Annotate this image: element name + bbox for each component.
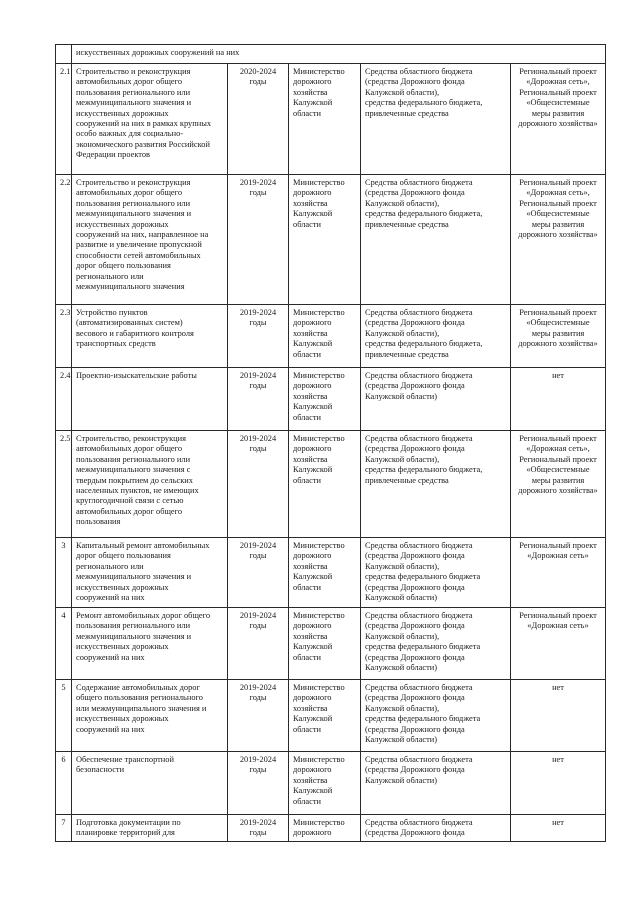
table-row: [56, 175, 606, 305]
funding-source: Средства областного бюджета (средства Дорожного фонда Калужской области), средства федерального бюджета (средства Дорожного фонда Калужской области): [365, 683, 481, 745]
row-number: 2.2: [60, 178, 71, 187]
table-row: [56, 608, 606, 680]
table-row: [56, 538, 606, 608]
funding-source-cell: [361, 305, 511, 368]
responsible-executor-cell: [289, 175, 361, 305]
responsible-executor-cell: [289, 752, 361, 815]
implementation-period: 2019-2024 годы: [239, 371, 277, 391]
row-number-cell: [56, 368, 72, 431]
responsible-executor-cell: [289, 680, 361, 752]
expected-result-cell: [511, 680, 606, 752]
measure-name-cell: [72, 175, 228, 305]
expected-result-cell: [511, 431, 606, 538]
table-body: [56, 45, 606, 842]
responsible-executor: Министерство дорожного хозяйства Калужской области: [293, 371, 345, 422]
funding-source: Средства областного бюджета (средства Дорожного фонда Калужской области): [365, 755, 473, 785]
table-row: [56, 305, 606, 368]
funding-source: Средства областного бюджета (средства Дорожного фонда Калужской области): [365, 371, 473, 401]
measure-name-cell: [72, 680, 228, 752]
funding-source-cell: [361, 368, 511, 431]
expected-result-cell: [511, 752, 606, 815]
expected-result: Региональный проект «Дорожная сеть», Региональный проект «Общесистемные меры развития дорожного хозяйства»: [518, 67, 598, 129]
row-number-cell: [56, 431, 72, 538]
measure-name: Строительство и реконструкция автомобильных дорог общего пользования регионального или межмуниципального значения и искусственных дорожных сооружений на них, направленное на развитие и увеличение пропускной способности сетей автомобильных дорог общего пользования регионального или межмуниципального значения: [76, 178, 209, 292]
expected-result: Региональный проект «Дорожная сеть», Региональный проект «Общесистемные меры развития дорожного хозяйства»: [518, 434, 598, 496]
responsible-executor-cell: [289, 368, 361, 431]
implementation-period-cell: [228, 680, 289, 752]
funding-source-cell: [361, 608, 511, 680]
row-number-cell: [56, 538, 72, 608]
responsible-executor: Министерство дорожного хозяйства Калужской области: [293, 178, 345, 229]
responsible-executor: Министерство дорожного хозяйства Калужской области: [293, 67, 345, 118]
implementation-period: 2019-2024 годы: [239, 683, 277, 703]
table-row: [56, 64, 606, 175]
funding-source-cell: [361, 752, 511, 815]
responsible-executor-cell: [289, 64, 361, 175]
table-row: [56, 431, 606, 538]
responsible-executor: Министерство дорожного: [293, 818, 345, 838]
measure-name-cell: [72, 608, 228, 680]
implementation-period: 2019-2024 годы: [239, 178, 277, 198]
row-number-cell: [56, 64, 72, 175]
responsible-executor-cell: [289, 608, 361, 680]
measure-name: Строительство и реконструкция автомобильных дорог общего пользования регионального или межмуниципального значения и искусственных дорожных сооружений на них в рамках крупных особо важных для социально- экономического развития Российской Федерации проектов: [76, 67, 212, 160]
funding-source-cell: [361, 175, 511, 305]
expected-result-cell: [511, 175, 606, 305]
implementation-period: 2019-2024 годы: [239, 611, 277, 631]
row-number: 3: [61, 541, 66, 550]
measure-name: Проектно-изыскательские работы: [76, 371, 197, 380]
program-measures-table: [55, 44, 606, 842]
expected-result-cell: [511, 815, 606, 842]
row-number-cell: [56, 680, 72, 752]
expected-result-cell: [511, 305, 606, 368]
row-number-cell: [56, 175, 72, 305]
row-number: 2.3: [60, 308, 71, 317]
row-number: 5: [61, 683, 66, 692]
responsible-executor: Министерство дорожного хозяйства Калужской области: [293, 611, 345, 662]
implementation-period-cell: [228, 64, 289, 175]
expected-result: Региональный проект «Дорожная сеть», Региональный проект «Общесистемные меры развития дорожного хозяйства»: [518, 178, 598, 240]
measure-name-cell: [72, 305, 228, 368]
measure-name-cell: [72, 64, 228, 175]
implementation-period-cell: [228, 538, 289, 608]
measure-name-cell: [72, 752, 228, 815]
expected-result: Региональный проект «Дорожная сеть»: [519, 611, 597, 631]
expected-result-cell: [511, 64, 606, 175]
funding-source-cell: [361, 64, 511, 175]
measure-name: Капитальный ремонт автомобильных дорог общего пользования регионального или межмуниципального значения и искусственных дорожных сооружений на них: [76, 541, 210, 603]
responsible-executor: Министерство дорожного хозяйства Калужской области: [293, 755, 345, 806]
continuation-text-cell: искусственных дорожных сооружений на них: [72, 45, 606, 64]
measure-name-cell: [72, 815, 228, 842]
responsible-executor: Министерство дорожного хозяйства Калужской области: [293, 308, 345, 359]
funding-source: Средства областного бюджета (средства Дорожного фонда Калужской области), средства федерального бюджета, привлеченные средства: [365, 308, 483, 359]
row-number: 6: [61, 755, 66, 764]
responsible-executor: Министерство дорожного хозяйства Калужской области: [293, 434, 345, 485]
row-number: 2.5: [60, 434, 71, 443]
funding-source-cell: [361, 431, 511, 538]
row-number: 7: [61, 818, 66, 827]
funding-source: Средства областного бюджета (средства Дорожного фонда: [365, 818, 473, 838]
expected-result-cell: [511, 368, 606, 431]
expected-result: нет: [552, 371, 564, 380]
row-number: 4: [61, 611, 66, 620]
responsible-executor-cell: [289, 815, 361, 842]
funding-source: Средства областного бюджета (средства Дорожного фонда Калужской области), средства федерального бюджета (средства Дорожного фонда Калужской области): [365, 611, 481, 673]
measure-name-cell: [72, 368, 228, 431]
measure-name-cell: [72, 538, 228, 608]
measure-name: Обеспечение транспортной безопасности: [76, 755, 174, 775]
funding-source: Средства областного бюджета (средства Дорожного фонда Калужской области), средства федерального бюджета, привлеченные средства: [365, 178, 483, 229]
expected-result: Региональный проект «Дорожная сеть»: [519, 541, 597, 561]
responsible-executor: Министерство дорожного хозяйства Калужской области: [293, 683, 345, 734]
implementation-period: 2019-2024 годы: [239, 434, 277, 454]
responsible-executor-cell: [289, 431, 361, 538]
expected-result: нет: [552, 683, 564, 692]
implementation-period: 2019-2024 годы: [239, 755, 277, 775]
implementation-period-cell: [228, 368, 289, 431]
funding-source-cell: [361, 538, 511, 608]
measure-name-cell: [72, 431, 228, 538]
expected-result: нет: [552, 755, 564, 764]
funding-source: Средства областного бюджета (средства Дорожного фонда Калужской области), средства федерального бюджета, привлеченные средства: [365, 67, 483, 118]
table-row: [56, 368, 606, 431]
responsible-executor: Министерство дорожного хозяйства Калужской области: [293, 541, 345, 592]
implementation-period: 2019-2024 годы: [239, 308, 277, 328]
expected-result-cell: [511, 538, 606, 608]
row-number-cell: [56, 608, 72, 680]
implementation-period-cell: [228, 752, 289, 815]
measure-name: Содержание автомобильных дорог общего пользования регионального или межмуниципального значения и искусственных дорожных сооружений на них: [76, 683, 207, 734]
implementation-period: 2019-2024 годы: [239, 818, 277, 838]
continuation-num-cell: [56, 45, 72, 64]
row-number: 2.4: [60, 371, 71, 380]
table-row: [56, 680, 606, 752]
responsible-executor-cell: [289, 538, 361, 608]
implementation-period-cell: [228, 608, 289, 680]
implementation-period-cell: [228, 431, 289, 538]
funding-source: Средства областного бюджета (средства Дорожного фонда Калужской области), средства федерального бюджета (средства Дорожного фонда Калужской области): [365, 541, 481, 603]
row-number-cell: [56, 305, 72, 368]
funding-source-cell: [361, 815, 511, 842]
implementation-period-cell: [228, 815, 289, 842]
expected-result-cell: [511, 608, 606, 680]
measure-name: Строительство, реконструкция автомобильных дорог общего пользования регионального или межмуниципального значения с твердым покрытием до сельских населенных пунктов, не имеющих круглогодичной связи с сетью автомобильных дорог общего пользования: [76, 434, 199, 527]
funding-source-cell: [361, 680, 511, 752]
row-number: 2.1: [60, 67, 71, 76]
measure-name: Ремонт автомобильных дорог общего пользования регионального или межмуниципального значения и искусственных дорожных сооружений на них: [76, 611, 211, 662]
table-row: [56, 815, 606, 842]
implementation-period: 2020-2024 годы: [239, 67, 277, 87]
expected-result: Региональный проект «Общесистемные меры развития дорожного хозяйства»: [518, 308, 598, 349]
implementation-period-cell: [228, 305, 289, 368]
measure-name: Подготовка документации по планировке территорий для: [76, 818, 181, 838]
implementation-period-cell: [228, 175, 289, 305]
table-row: [56, 752, 606, 815]
responsible-executor-cell: [289, 305, 361, 368]
continuation-row: [56, 45, 606, 64]
row-number-cell: [56, 815, 72, 842]
implementation-period: 2019-2024 годы: [239, 541, 277, 561]
measure-name: Устройство пунктов (автоматизированных систем) весового и габаритного контроля транспортных средств: [76, 308, 194, 349]
expected-result: нет: [552, 818, 564, 827]
funding-source: Средства областного бюджета (средства Дорожного фонда Калужской области), средства федерального бюджета, привлеченные средства: [365, 434, 483, 485]
row-number-cell: [56, 752, 72, 815]
